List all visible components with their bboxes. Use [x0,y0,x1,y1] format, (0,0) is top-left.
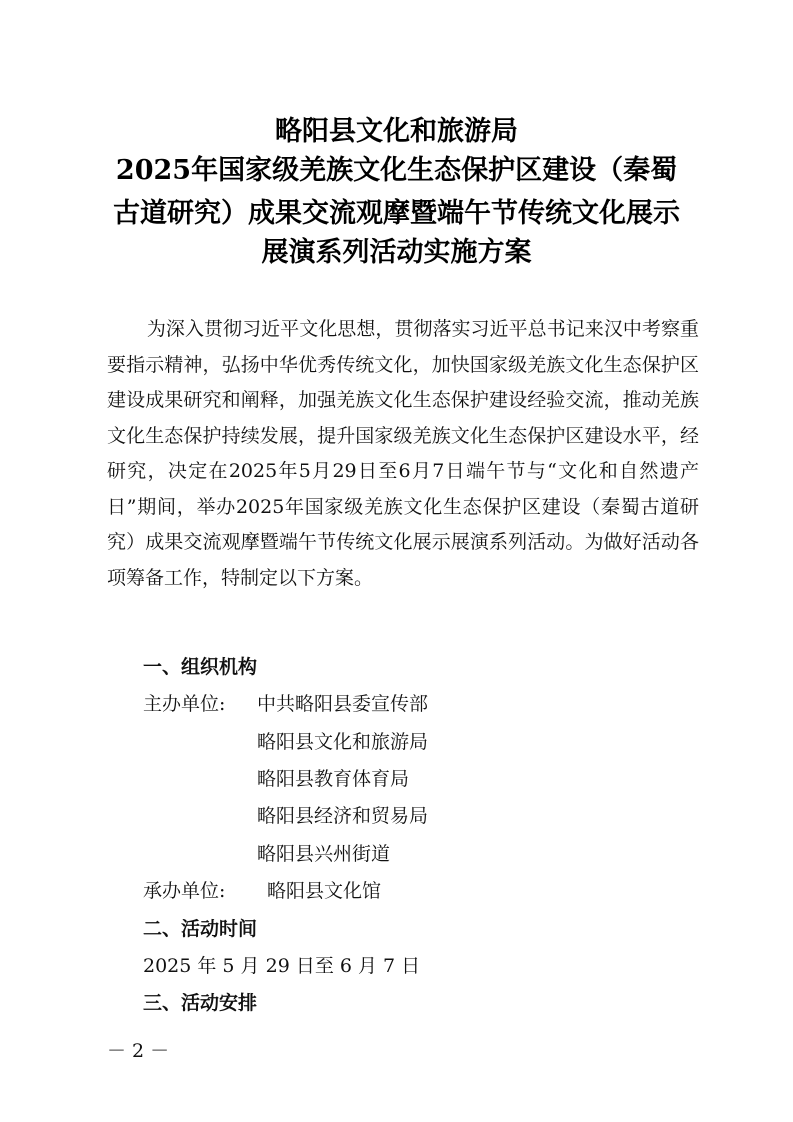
section-heading-time: 二、活动时间 [143,918,258,940]
host-unit-3: 略阳县教育体育局 [257,768,410,790]
host-unit-1: 中共略阳县委宣传部 [257,693,429,715]
host-unit-5: 略阳县兴州街道 [257,843,391,865]
section-heading-organization: 一、组织机构 [143,656,258,678]
intro-paragraph: 为深入贯彻习近平文化思想，贯彻落实习近平总书记来汉中考察重要指示精神，弘扬中华优秀传统文化，加快国家级羌族文化生态保护区建设成果研究和阐释，加强羌族文化生态保护建设经验交流，推动羌族文化生态保护持续发展，提升国家级羌族文化生态保护区建设水平，经研究，决定在2025年5月29日至6月7日端午节与“文化和自然遗产日”期间，举办2025年国家级羌族文化生态保护区建设（秦蜀古道研究）成果交流观摩暨端午节传统文化展示展演系列活动。为做好活动各项筹备工作，特制定以下方案。 [107,318,699,589]
document-title-line-3: 古道研究）成果交流观摩暨端午节传统文化展示 [113,198,680,229]
document-title-line-1: 略阳县文化和旅游局 [275,116,518,147]
organizer-label: 承办单位: [143,880,226,902]
host-unit-2: 略阳县文化和旅游局 [257,731,429,753]
page-number: － 2 － [107,1040,170,1062]
host-label: 主办单位: [143,693,226,715]
host-unit-4: 略阳县经济和贸易局 [257,805,429,827]
document-title-line-2: 2025年国家级羌族文化生态保护区建设（秦蜀 [115,155,678,186]
organizer-unit: 略阳县文化馆 [267,880,382,902]
section-heading-arrangement: 三、活动安排 [143,992,258,1014]
activity-date-range: 2025 年 5 月 29 日至 6 月 7 日 [143,955,421,977]
document-title-line-4: 展演系列活动实施方案 [261,237,532,268]
